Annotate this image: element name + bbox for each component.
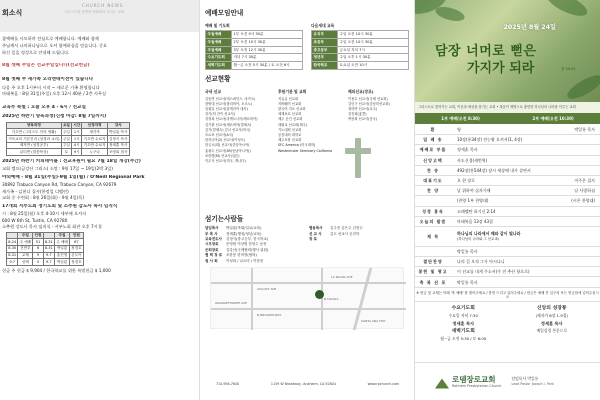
study-leader: 정세훈 목사 [540,320,563,326]
news-heading: 17개회 서부노회 정기노회 및 소추원 감도사 목사 임직식 [2,203,118,209]
news-line: 30892 Trabuco Canyon Rd, Trabuco Canyon, CA 92679 [2,181,117,187]
news-line: 하신 일을 정성으로 안내해 드립니다. [2,49,70,55]
server-row: 선 교 사 김도 선교사 공진하 [309,231,360,236]
news-line: 시 : 8월 25일(월) 오후 4-10시 세부에 오셔서 [2,210,87,216]
table-header: 강사 [107,122,129,129]
table-row: 기초반 (그리스도 인의 생활) 주일 1시 새가족 박일룡 목사 [7,129,130,136]
website: www.rpchurch.com [367,381,400,386]
table-row: 유치부 주일 오전 10시 30분 [312,31,409,39]
news-heading: 8월 셋째 주일은 선교주일입니다(선교헌금) [2,63,90,69]
leaf-icon [564,71,600,102]
scripture-ref: 창 49:22 [561,67,576,71]
lead-pastor: 담임목사 박일룡 Lead Pastor Joseph I. Park [511,376,554,386]
server-row: 시무장로 문영원 이상범 한현수 동찬 [205,242,267,247]
worship-table [205,30,303,69]
ministry-col-2: 후원기관 및 교회 지유유 선교회 지바웨이 선교회 한국어 지오 선교회 세계보호 선교회 제주 공인 선교회 대림교 선교회(제주) 기노대회 선교회 공감내의 대학교 제주포항 선교회 SFC America (미국대학) Westminster Seminary California [278,90,346,154]
service-2-label: 2부 예배(오전 10:30) [532,116,574,121]
sermon-theme-line-1: 담장 너머로 뻗은 [435,44,537,59]
sermon-row: 제 목 하나님의 나라에서 해와 같이 빛나라 (하나님의 나라와 그 선교 8) [415,227,600,247]
news-heading: 야외예배 - 8월 31일(주일)·9월 1일(월) / O'Neill Regional Park [2,174,145,180]
order-row: 예배로 부름 정세훈 목사 [415,145,600,155]
order-row: (찬양 1부 찬양대) (시온 찬양대) [415,196,600,206]
cover-banner [415,0,600,102]
worship-left-caption: 예배 및 기도회 [205,23,230,28]
study-note: 매일성경 본문으로 [536,328,568,334]
order-row: 성경 봉독 고레벨탄 하기신 2:14 [415,207,600,217]
news-line: 마태복음 : 8월 31일(주일) 오후 12시 40분 / 2층 사무실 [2,91,107,97]
service-1-label: 1부 예배(오전 8:30) [441,116,480,121]
table1-title: 2025년 하반기 양육과정(신청 마감: 8월 7일까지) [2,113,107,119]
header-subtitle: 그리스도를 본받아 성화되어 나가는 교회 [64,10,124,14]
map-label: N BROOKHURST [257,313,282,318]
header-brand: CHURCH NEWS [82,3,124,8]
leaf-icon [544,0,591,21]
leaf-icon [434,4,466,23]
study-title: 신앙의 성장통 [537,306,567,312]
table-row: 기독교의 기본진리 (성경과 교리) 주일 1시 기초반 수료자 김정식 목사 [8,136,128,141]
server-row: 권 사 회 이성희 / 나오미 / 이한선 [205,258,264,263]
table-row: 8.24 주 예배 51 8.31 주 예배 67 [7,239,84,246]
table-row: 초등부 주일 오전 10시 30분 [312,38,409,46]
servers-title: 섬기는사람들 [205,214,244,223]
study-ref: (제자가 8장 1-9절) [535,313,568,319]
server-row: 협동목사 김주진 김은주 김현주 [309,226,363,231]
table-row: 8.31 교제 9 9.7 홍진영 김도이 [8,253,82,258]
table-row: 청년부 주일 오후 1시 30분 [312,54,409,62]
wednesday-leader: 정세훈 목사 [452,320,475,326]
order-row: 봉헌 및 광고 이 선교를 내게 주소서(주 전 추산 항으로) [415,267,600,277]
worship-title: 예배모임안내 [205,9,244,17]
middle-panel [200,0,415,400]
duty-table: 주일 인원 주일 인원 8.24 주 예배 51 8.31 주 예배 67 8.30 전반부 6 8.31 박일룡 정경호 8.31 교제 9 9.7 홍진영 김도이 9.7 선택 5 9.7 박일룡 정경호 [8,233,82,264]
order-row: 결단찬양 나의 길 오직 그가 아시나니 [415,257,600,267]
table-header: 양육과정 [7,122,62,129]
order-row: 축 복 선 포 박일룡 목사 [415,277,600,287]
map-label: LA PALMA AVE [331,275,353,280]
table-row: 수요기도회 저녁 7시 30분 [206,54,303,62]
table-row: 큐티반 (말씀묵상) 토 9시 누구나 조영희 집사 [7,149,130,156]
offering-note: ※ 헌금 및 교제는 아래 '축 예배' 를 찾아주세요 / 봉헌 드리고 입어주세요 / 헌금은 예배 전 입구의 또는 헌금함에 넣어주십시오 [415,289,600,303]
bulletin-date: 2025년 8월 24일 [503,24,556,31]
map-label: ORANGETHORPE AVE [215,301,247,306]
news-line: 소추원 강도사 목사 임직식 - 서부노회 회관 오후 7시경 [2,224,102,230]
map-label: AUGUST AVE [257,287,277,292]
ministry-section [200,86,414,210]
dawn-title: 새벽기도회 [451,329,475,335]
table-row: 제자반 (성경공부) 주일 4시 기초반 수료자 정세훈 목사 [7,142,130,149]
address: 1159 W Broadway, Anaheim, CA 92804 [270,381,336,386]
dawn-time: 월~금 오전 5:30 / 토 6:00 [440,336,487,342]
sermon-theme-line-2: 가지가 되라 [467,61,535,76]
table-row: 주일예배 2부 오전 10시 30분 [206,38,303,46]
left-panel [0,0,200,400]
order-row: 대표기도 오 현 장로 이주은 집사 [415,176,600,186]
wednesday-time: 수요일 저녁 7:30 [448,313,478,319]
order-row [415,247,600,257]
ministry-col-1: 국내 선교 김동연 선교사(에스퍼넌스, 마카오) 한방대 선교사(볼리비아, 오르노) 임권일 선교사(불게리아 대사) 강가(허 간이 선교사) 강정희 선교사(마케도니아/세르비아) 김기원 선교사(세르비아(빌체츠) 김기(빌체츠) 김나 선교사(미국) 모로코 선교사(A국) 탄자니아(2) 선교사(이성도) 한금오(희) 선교사(중앙아시아) 홍광수 선교사(SR(동남아시아)) 조한범(M) 선교사(일본) 이무식 선교사(미국, 캐나다) [205,90,273,164]
news-line: 참예배를 사모하며 전심으로 예배합니다. 예배와 함께 [2,36,99,41]
table-row: 한국학교 토요일 오전 10시 [312,61,409,69]
contact-footer [200,382,415,386]
location-map[interactable] [210,267,404,329]
wednesday-title: 수요기도회 [451,306,475,312]
table-header: 시간 [73,123,81,128]
table-row: 9.7 선택 5 9.7 박일룡 정경호 [7,259,84,266]
church-logo-icon [435,375,449,389]
table-row: 주일예배 3부 오전 12시 30분 [206,46,303,54]
server-row: 담임목사 박일룡(목회/설교/교육) [205,226,262,231]
news-line: 교회 캠프(금강산 그러스) 소망 : 9월 17일 ~ 19일(2박 3일) [2,166,113,172]
news-body [0,32,199,273]
service-header [415,113,600,124]
server-row: 은퇴장로 김갈산(국제협력/행사 위원) [205,247,269,252]
right-panel [415,0,600,400]
order-row: 신앙고백 사도신경(새번역) [415,156,600,166]
table-row: 중고등부 금요일 저녁 7시 [312,46,409,54]
ministry-caption: 후원기관 및 교회 [278,88,307,94]
news-line: 교회 중 수련회 : 8월 26일(화) - 9월 4일(목) [2,195,84,201]
table-row: 주일예배 1부 오전 9시 30분 [206,31,303,39]
order-row: 환 영 박일룡 목사 [415,125,600,135]
section-title: 회소식 [2,9,23,17]
table-row: 8.30 전반부 6 8.31 박일룡 정경호 [8,246,82,251]
servers-section [200,226,414,264]
news-line: 다음 주 오후 1시부터 시작 ~ 새로운 가족 환영합니다 [2,84,100,90]
ministry-col-3: 해외선교(장로) 이용수 선교사(국제 선교회) 김인구 선교사(중남미선교회) 정하연 선교사(호주) 김진희(홍콩) 박찬희 선교사(중국) [348,90,415,123]
sermon-preacher: 박일룡 목사 [457,248,478,254]
order-of-worship [415,124,600,289]
church-motto: 그리스도로 빚어가는 교회, 이웃과 세상을 섬기는 교회 • 복음이 생명으로 충만한 하나님의 나라를 이루는 교회 [415,102,600,113]
meetings [415,302,600,344]
map-label: SANTA ANA FWY [361,319,386,324]
table-header: 요일 [62,123,70,128]
news-heading: 교육부 특별 : 오늘 오후 4 - 6시 / 친교실 [2,105,86,111]
table-header: 선정자격 [82,122,107,129]
worship-right-caption: 다음세대 교육 [311,23,335,28]
news-line: 600 W 6th St, Tustin, CA 92780 [2,217,68,223]
church-name: 로뎀장로교회 Rehhem Presbyterian Church [452,374,502,389]
education-table [311,30,409,69]
news-heading: 8월 첫째 주 새가족 오리엔테이션이 있습니다 [2,77,94,83]
server-row: 교육전도사 김정식(중고등부, 한국학교) [205,237,269,241]
news-line: 새가족 - 김현디 집사(한정일 디벨린) [2,188,69,194]
worship-schedule [200,24,414,70]
ministry-caption: 해외선교(장로) [348,88,374,94]
news-header [0,0,199,32]
sermon-title: 하나님의 나라에서 해와 같이 빛나라 [457,231,521,237]
phone-number: 714-956-7640 [215,381,240,386]
order-row: 찬 송 492장(통544장) 잠시 세상에 내가 살면서 [415,166,600,176]
ministry-caption: 국내 선교 [205,88,221,94]
offering-total: 헌금 주 헌금 $ 9,904 / 한국학교를 위한 특별헌금 $ 1,000 [2,267,111,273]
order-row: 입 례 송 10장(통34장) 전능왕 오셔서(1, 4장) [415,135,600,145]
news-line: 주님께서 나의하나님으로 오셔 함께하심을 믿습니다. 중요 [2,42,108,48]
training-table [6,122,130,156]
ministry-title: 선교현황 [205,74,231,83]
order-row: 오늘의 말씀 마태복음 13장 43절 [415,217,600,227]
order-row: 찬 양 날 위하여 십자가에 날 사랑하심 [415,186,600,196]
sermon-subtitle: (하나님의 나라와 그 선교 8) [457,237,499,242]
church-footer [415,362,600,400]
server-row: 부 목 사 정세훈(행정/청년/교육) [205,231,262,236]
map-label: N DAHLIA [324,297,339,302]
server-row: 장 로 [309,237,317,241]
news-heading: 2025년 하반기 커피테이블 : 선교후원이 필요 7월 18일 개강(주간) [2,159,141,165]
cross-icon [343,138,373,180]
server-row: 협 력 장 로 조한봉 한미영(협력) [205,253,257,258]
table-row: 새벽기도회 월~금 오전 5시 30분 / 토 오전 6시 [206,61,303,69]
